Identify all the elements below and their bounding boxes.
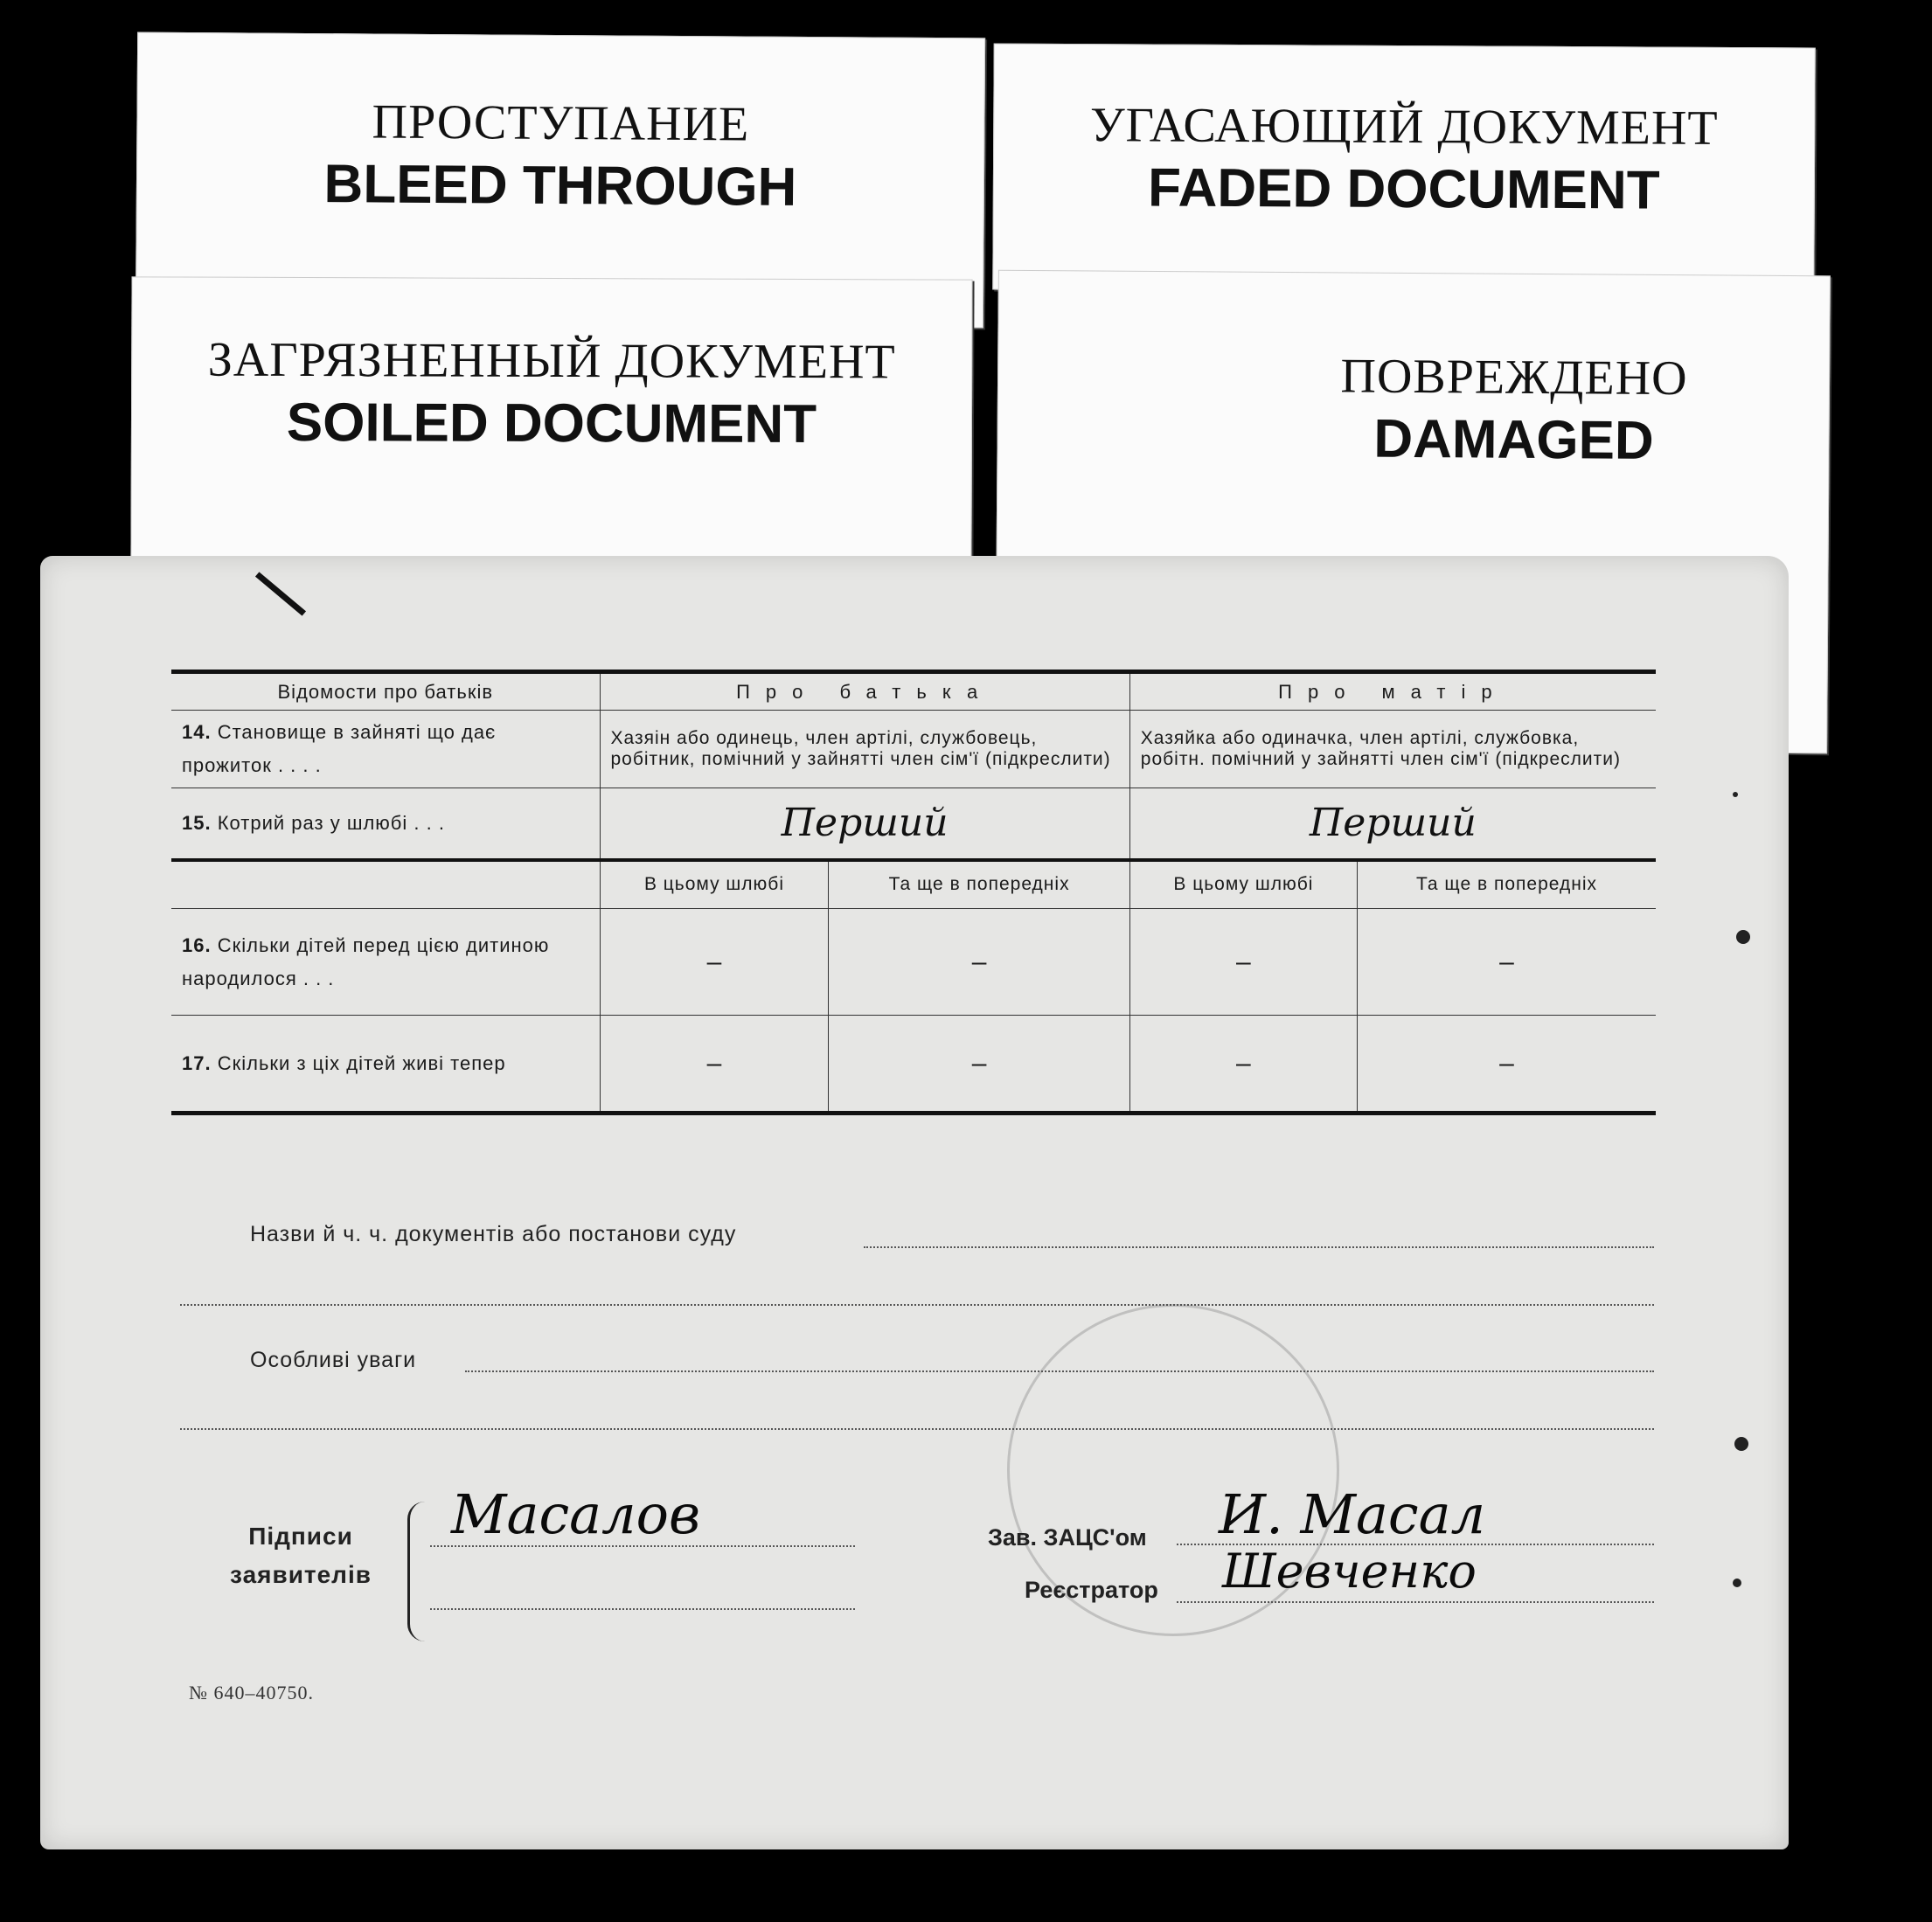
q17-mother-this: – [1129, 1016, 1357, 1114]
punch-hole [1736, 930, 1750, 944]
table-header-row [171, 672, 1656, 711]
applicant-sign-line-2 [430, 1608, 855, 1610]
faded-document-en: FADED DOCUMENT [1147, 157, 1660, 221]
subheader-mother-previous: Та ще в попередніх [1358, 860, 1656, 909]
q17-label: Скільки з ціх дітей живі тепер [217, 1051, 506, 1074]
notes-label: Особливі уваги [250, 1348, 417, 1372]
damaged-ru: ПОВРЕЖДЕНО [1340, 349, 1688, 406]
signatures-label-line1: Підписи [248, 1523, 353, 1550]
table-row-q16 [171, 909, 1656, 1016]
registrar-signature: Шевченко [1222, 1544, 1477, 1599]
q14-label-cell [171, 711, 600, 788]
punch-hole [1733, 792, 1738, 797]
q16-number: 16. [182, 933, 212, 956]
registrar-sign-line [1177, 1601, 1654, 1603]
bleed-through-ru: ПРОСТУПАНИЕ [372, 94, 750, 152]
header-mother: Про матір [1129, 672, 1656, 711]
q14-label: Становище в зайняті що дає прожиток . . . . [182, 721, 497, 776]
head-label: Зав. ЗАЦС'ом [988, 1524, 1147, 1551]
subheader-father-this: В цьому шлюбі [600, 860, 829, 909]
q14-mother-options: Хазяйка або одиначка, член артілі, службовка, робітн. помічний у зайнятті член сім'ї (підкреслити) [1129, 711, 1656, 788]
q17-mother-previous: – [1358, 1016, 1656, 1114]
applicant-signature: Масалов [451, 1482, 701, 1546]
bleed-through-en: BLEED THROUGH [323, 154, 797, 218]
applicant-sign-line [430, 1545, 855, 1547]
q16-mother-previous: – [1358, 909, 1656, 1016]
header-parents-info: Відомости про батьків [171, 672, 600, 711]
punch-hole [1733, 1579, 1741, 1587]
soiled-document-card [130, 276, 972, 560]
table-row-q17 [171, 1016, 1656, 1114]
q15-label: Котрий раз у шлюбі . . . [217, 811, 445, 834]
subheader-mother-this: В цьому шлюбі [1129, 860, 1357, 909]
soiled-document-ru: ЗАГРЯЗНЕННЫЙ ДОКУМЕНТ [207, 332, 896, 390]
q17-number: 17. [182, 1051, 212, 1074]
q17-father-previous: – [829, 1016, 1129, 1114]
soiled-document-en: SOILED DOCUMENT [286, 392, 817, 455]
faded-document-ru: УГАСАЮЩИЙ ДОКУМЕНТ [1089, 98, 1719, 156]
parents-info-table [171, 670, 1656, 1115]
notes-line [465, 1370, 1654, 1372]
documents-line [864, 1246, 1654, 1248]
registration-form-sheet [40, 556, 1789, 1849]
q16-label: Скільки дітей перед цією дитиною народилося . . . [182, 933, 550, 989]
table-row-q15 [171, 788, 1656, 860]
notes-line-2 [180, 1428, 1654, 1430]
header-father: Про батька [600, 672, 1129, 711]
signatures-label [222, 1517, 379, 1594]
punch-hole [1734, 1437, 1748, 1451]
table-row-q14 [171, 711, 1656, 788]
q17-father-this: – [600, 1016, 829, 1114]
q15-father-value: Перший [600, 788, 1129, 860]
q15-label-cell [171, 788, 600, 860]
q15-mother-value: Перший [1129, 788, 1656, 860]
subheader-blank [171, 860, 600, 909]
ink-mark [255, 572, 306, 615]
print-number: № 640–40750. [189, 1682, 314, 1703]
q15-number: 15. [182, 811, 212, 834]
subheader-father-previous: Та ще в попередніх [829, 860, 1129, 909]
q16-mother-this: – [1129, 909, 1357, 1016]
q17-label-cell [171, 1016, 600, 1114]
q16-father-this: – [600, 909, 829, 1016]
table-subheader-row [171, 860, 1656, 909]
head-signature: И. Масал [1219, 1482, 1486, 1546]
q14-father-options: Хазяін або одинець, член артілі, службовець, робітник, помічний у зайнятті член сім'ї (підкреслити) [600, 711, 1129, 788]
signatures-brace [407, 1502, 425, 1641]
signatures-label-line2: заявителів [230, 1561, 372, 1588]
registrar-label: Реєстратор [1025, 1577, 1158, 1603]
q16-father-previous: – [829, 909, 1129, 1016]
damaged-en: DAMAGED [1373, 408, 1654, 471]
q16-label-cell [171, 909, 600, 1016]
documents-line-2 [180, 1304, 1654, 1306]
q14-number: 14. [182, 721, 212, 743]
faded-document-card [992, 44, 1815, 295]
documents-label: Назви й ч. ч. документів або постанови суду [250, 1222, 737, 1246]
